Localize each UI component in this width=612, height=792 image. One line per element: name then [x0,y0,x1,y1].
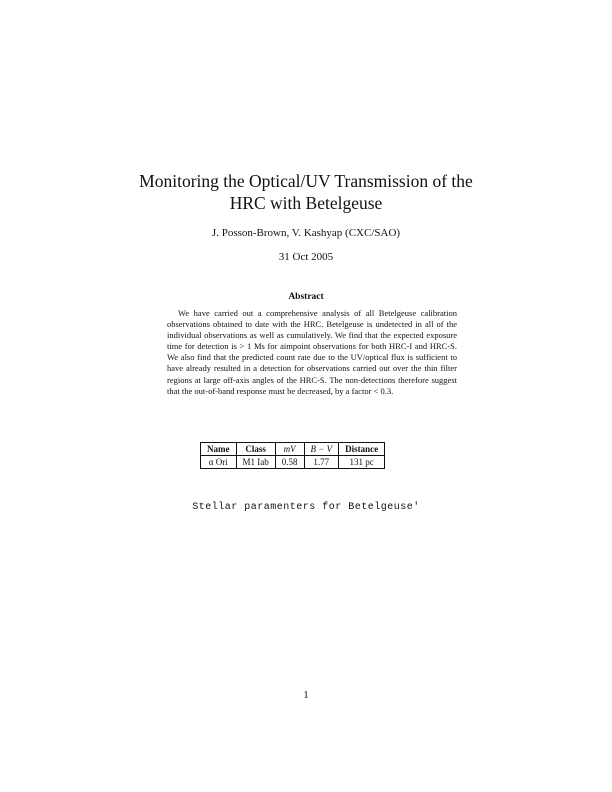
title-line-1: Monitoring the Optical/UV Transmission of the [139,171,473,191]
paper-title [0,170,612,214]
cell-magnitude: 0.58 [275,456,304,469]
header-distance: Distance [339,443,385,456]
cell-distance: 131 pc [339,456,385,469]
abstract-text: We have carried out a comprehensive analysis of all Betelgeuse calibration observations obtained to date with the HRC. Betelgeuse is undetected in all of the individual observations as well as cumulatively. We find that the expected exposure time for detection is > 1 Ms for aimpoint observations for both HRC-I and HRC-S. We also find that the predicted count rate due to the UV/optical flux is sufficient to have already resulted in a detection for observations carried out over the thin filter regions at large off-axis angles of the HRC-S. The non-detections therefore suggest that the out-of-band response must be decreased, by a factor < 0.3. [167,308,457,396]
header-color-index [304,443,339,456]
cell-name: α Ori [201,456,237,469]
table-caption: Stellar paramenters for Betelgeuse' [192,502,420,513]
publication-date: 31 Oct 2005 [278,251,334,263]
cell-class: M1 Iab [236,456,275,469]
title-line-2: HRC with Betelgeuse [229,193,383,213]
abstract-heading: Abstract [288,292,324,302]
table-row [201,456,385,469]
table-header-row [201,443,385,456]
header-magnitude [275,443,304,456]
stellar-parameters-table [200,442,385,469]
author-list: J. Posson-Brown, V. Kashyap (CXC/SAO) [211,227,401,239]
page-number: 1 [303,689,309,701]
cell-color-index: 1.77 [304,456,339,469]
header-color-index-label: B − V [310,444,333,454]
header-magnitude-label: mV [283,444,296,454]
header-class: Class [236,443,275,456]
header-name: Name [201,443,237,456]
